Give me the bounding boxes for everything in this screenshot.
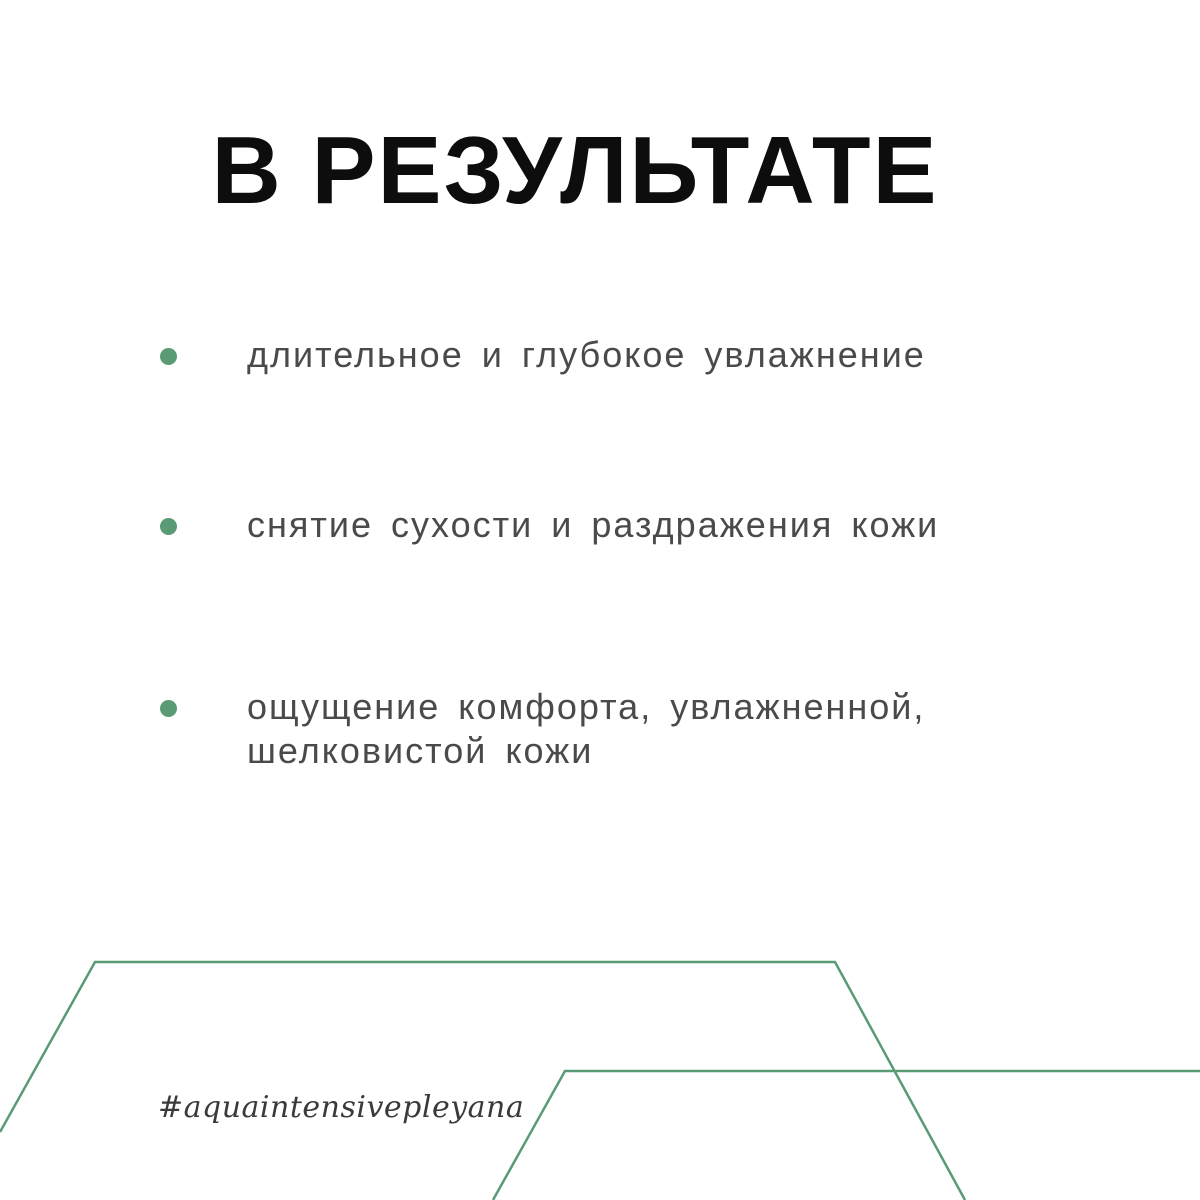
list-item xyxy=(160,685,1140,773)
bullet-dot xyxy=(160,348,177,365)
hashtag: #aquaintensivepleyana xyxy=(158,1090,525,1125)
list-item-text: снятие сухости и раздражения кожи xyxy=(247,504,940,545)
page-title: В РЕЗУЛЬТАТЕ xyxy=(211,117,939,224)
list-item-text: длительное и глубокое увлажнение xyxy=(247,334,926,375)
list-item xyxy=(160,333,1140,377)
list-item-text: ощущение комфорта, увлажненной, шелковистой кожи xyxy=(247,686,926,771)
bullet-dot xyxy=(160,518,177,535)
decor-line-back xyxy=(0,962,965,1200)
decor-line-front xyxy=(493,1071,1200,1200)
list-item xyxy=(160,503,1140,547)
bullet-dot xyxy=(160,700,177,717)
